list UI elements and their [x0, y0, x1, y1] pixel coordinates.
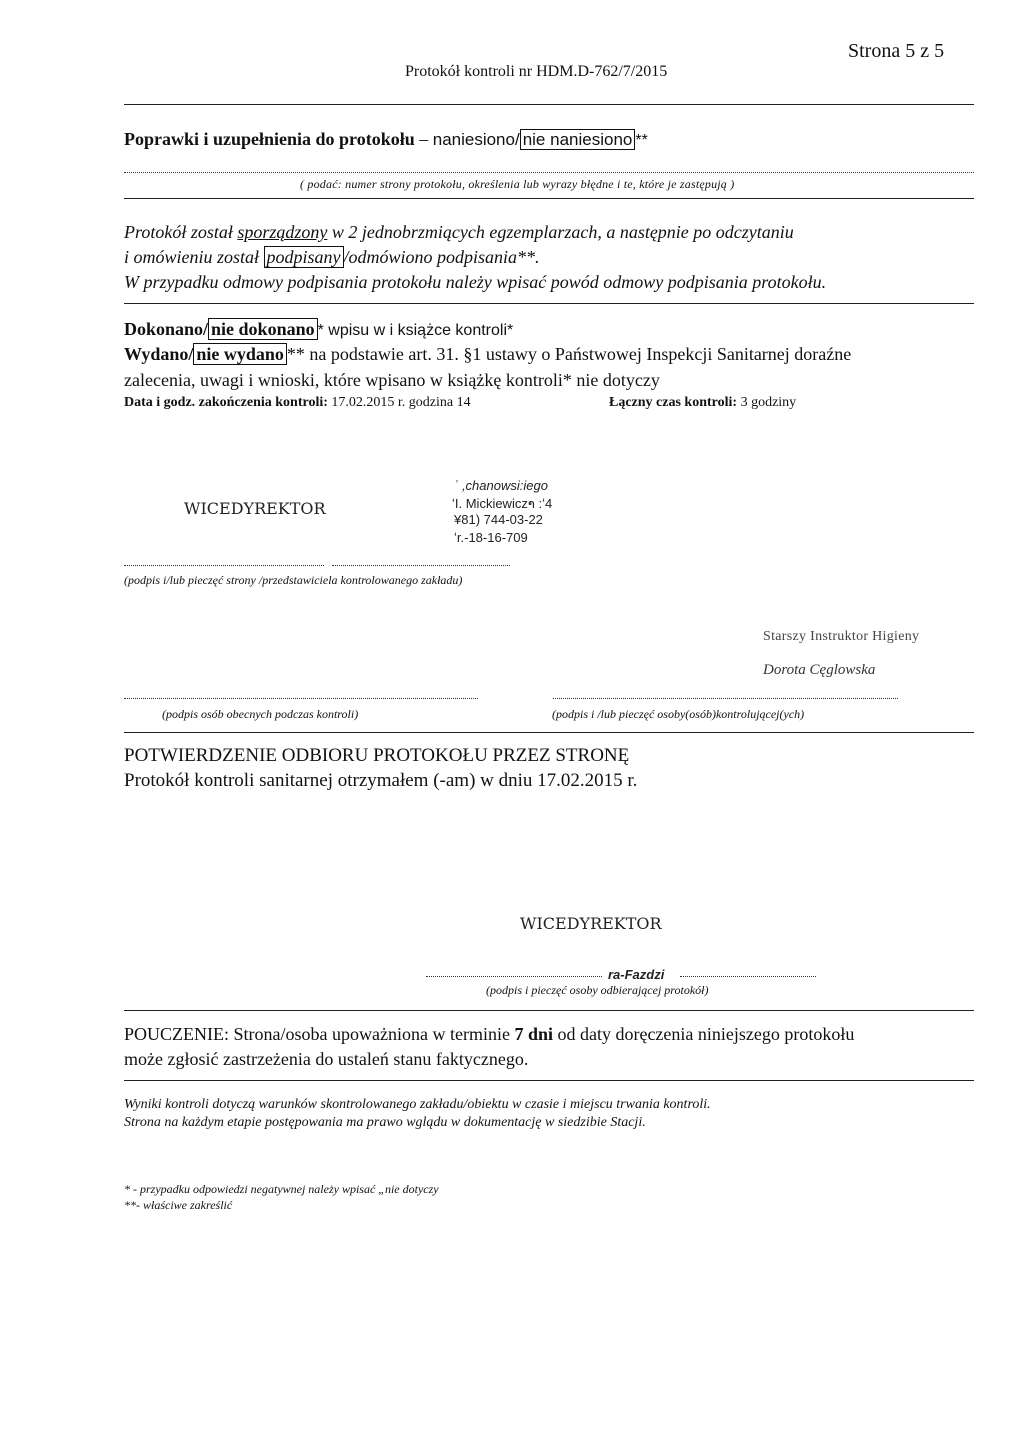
notice-days: 7 dni — [514, 1024, 553, 1044]
inspector-title: Starszy Instruktor Higieny — [763, 629, 920, 644]
not-issued-selected: nie wydano — [193, 343, 287, 365]
dash: – — [414, 129, 433, 149]
confirmation-text: Protokół kontroli sanitarnej otrzymałem (-am) w dniu 17.02.2015 r. — [124, 770, 638, 791]
entry-text: ** na podstawie art. 31. §1 ustawy o Państwowej Inspekcji Sanitarnej doraźne — [286, 344, 852, 364]
corrections-label: Poprawki i uzupełnienia do protokołu — [124, 129, 415, 149]
footnote-1: * - przypadku odpowiedzi negatywnej należy wpisać „nie dotyczy — [124, 1182, 439, 1196]
sig2-dots-left — [124, 698, 478, 699]
confirmation-heading: POTWIERDZENIE ODBIORU PROTOKOŁU PRZEZ STRONĘ — [124, 745, 630, 766]
stars: ** — [635, 132, 648, 149]
option-not-applied-selected: nie naniesiono — [520, 129, 636, 150]
inspector-name: Dorota Cęglowska — [763, 662, 876, 678]
header-rule — [124, 104, 974, 105]
sig2-left-caption: (podpis osób obecnych podczas kontroli) — [162, 707, 359, 721]
drafted-line-3: W przypadku odmowy podpisania protokołu należy wpisać powód odmowy podpisania protokołu. — [124, 272, 827, 292]
corrections-hint: ( podać: numer strony protokołu, określenia lub wyrazy błędne i te, które je zastępują ) — [300, 177, 735, 191]
footnote-2: **- właściwe zakreślić — [124, 1198, 233, 1212]
entry-line-2 — [124, 344, 851, 365]
results-line-2: Strona na każdym etapie postępowania ma prawo wglądu w dokumentację w siedzibie Stacji. — [124, 1115, 646, 1130]
entry-not-done-selected: nie dokonano — [208, 318, 318, 340]
page-number: Strona 5 z 5 — [848, 40, 945, 62]
receiver-dots-b — [680, 976, 816, 977]
total-value: 3 godziny — [740, 395, 797, 410]
rule-3 — [124, 303, 974, 304]
sig1-caption: (podpis i/lub pieczęć strony /przedstawiciela kontrolowanego zakładu) — [124, 573, 463, 587]
drafted-text: Protokół został — [124, 222, 238, 242]
end-label: Data i godz. zakończenia kontroli: — [124, 395, 328, 410]
sig1-dots-a — [124, 565, 324, 566]
notice-text: od daty doręczenia niniejszego protokołu — [552, 1024, 855, 1044]
issued: Wydano/ — [124, 344, 194, 364]
entry-line-3: zalecenia, uwagi i wnioski, które wpisano w książkę kontroli* nie dotyczy — [124, 370, 660, 390]
corrections-dotted-line — [124, 172, 974, 173]
rule-5 — [124, 1010, 974, 1011]
drafted-text: i omówieniu został — [124, 247, 264, 267]
total-time-line — [609, 395, 796, 411]
drafted-text: /odmówiono podpisania**. — [343, 247, 540, 267]
end-value: 17.02.2015 r. godzina 14 — [331, 395, 471, 410]
stamp-line-0: ʿ ,chanowsi:iego — [454, 478, 548, 493]
stamp-phone: ¥81) 744-03-22 — [454, 512, 543, 527]
drafted-line-2 — [124, 247, 540, 268]
entry-text: * wpisu w i książce kontroli* — [317, 322, 514, 339]
drafted-line-1 — [124, 222, 794, 243]
corrections-line — [124, 129, 648, 150]
drafted-underlined: sporządzony — [237, 222, 328, 242]
rule-6 — [124, 1080, 974, 1081]
notice-line-2: może zgłosić zastrzeżenia do ustaleń stanu faktycznego. — [124, 1049, 529, 1069]
notice-text: : Strona/osoba upoważniona w terminie — [224, 1024, 515, 1044]
receiver-dots-a — [426, 976, 602, 977]
stamp2-name: ra-Fazdzi — [608, 967, 665, 982]
option-applied: naniesiono/ — [432, 130, 520, 149]
stamp-number: ​ʻr.-18-16-709 — [454, 530, 528, 545]
notice-label: POUCZENIE — [124, 1024, 224, 1044]
sig1-dots-b — [332, 565, 510, 566]
total-label: Łączny czas kontroli: — [609, 395, 738, 410]
entry-line-1 — [124, 319, 513, 340]
entry-done: Dokonano/ — [124, 319, 209, 339]
signed-option-selected: podpisany — [264, 246, 344, 268]
drafted-text: w 2 jednobrzmiących egzemplarzach, a następnie po odczytaniu — [327, 222, 794, 242]
rule-2 — [124, 198, 974, 199]
stamp-vice-director: WICEDYREKTOR — [184, 499, 326, 518]
end-date-line — [124, 395, 471, 411]
notice-line-1 — [124, 1024, 854, 1045]
sig2-dots-right — [553, 698, 898, 699]
receiver-caption: (podpis i pieczęć osoby odbierającej protokół) — [486, 983, 709, 997]
stamp2-vice-director: WICEDYREKTOR — [520, 914, 662, 933]
protocol-number: Protokół kontroli nr HDM.D-762/7/2015 — [405, 63, 668, 80]
rule-4 — [124, 732, 974, 733]
stamp-address: ʻI. Mickiewiczາ :ʻ4 — [452, 496, 553, 511]
results-line-1: Wyniki kontroli dotyczą warunków skontrolowanego zakładu/obiektu w czasie i miejscu trwania kontroli. — [124, 1097, 711, 1112]
sig2-right-caption: (podpis i /lub pieczęć osoby(osób)kontrolującej(ych) — [552, 707, 805, 721]
